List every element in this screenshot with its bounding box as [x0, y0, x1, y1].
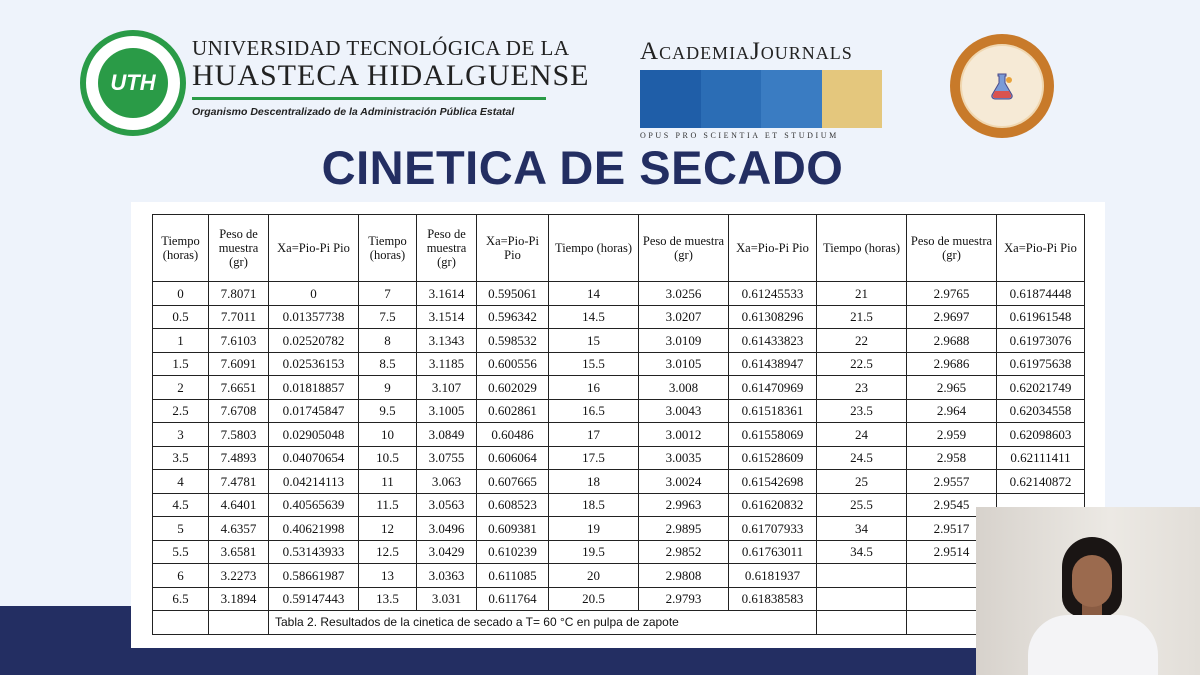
table-cell: 0.61838583	[729, 587, 817, 611]
table-cell: 2.959	[907, 423, 997, 447]
table-cell: 3.107	[417, 376, 477, 400]
table-cell: 0.01818857	[269, 376, 359, 400]
table-cell: 3.0496	[417, 517, 477, 541]
table-cell: 4.5	[153, 493, 209, 517]
table-cell: 0.611764	[477, 587, 549, 611]
table-cell: 2.5	[153, 399, 209, 423]
table-cell: 3.1614	[417, 282, 477, 306]
table-cell: 23	[817, 376, 907, 400]
table-cell: 2.9517	[907, 517, 997, 541]
table-cell: 0.61975638	[997, 352, 1085, 376]
table-cell: 0.02520782	[269, 329, 359, 353]
table-cell: 2.9852	[639, 540, 729, 564]
table-cell: 11	[359, 470, 417, 494]
academia-journals-color-bars	[640, 70, 882, 128]
table-cell: 3.1343	[417, 329, 477, 353]
table-cell: 3.0849	[417, 423, 477, 447]
table-cell: 19.5	[549, 540, 639, 564]
table-cell: 14	[549, 282, 639, 306]
table-cell: 8.5	[359, 352, 417, 376]
table-cell: 0.61308296	[729, 305, 817, 329]
table-cell	[817, 587, 907, 611]
table-cell: 3.0035	[639, 446, 729, 470]
table-cell: 2.9688	[907, 329, 997, 353]
table-cell: 0.611085	[477, 564, 549, 588]
table-cell: 0.5	[153, 305, 209, 329]
table-cell: 0.6181937	[729, 564, 817, 588]
table-cell: 0.602861	[477, 399, 549, 423]
table-cell: 3.1185	[417, 352, 477, 376]
header-cell: Tiempo (horas)	[153, 215, 209, 282]
table-row	[153, 564, 1085, 588]
table-cell: 5.5	[153, 540, 209, 564]
procesos-alimentarios-badge	[950, 34, 1054, 138]
table-cell: 3.0256	[639, 282, 729, 306]
table-cell: 0.01357738	[269, 305, 359, 329]
header-cell: Tiempo (horas)	[817, 215, 907, 282]
uthh-tagline: Organismo Descentralizado de la Administración Pública Estatal	[192, 106, 515, 118]
table-cell: 0.609381	[477, 517, 549, 541]
academia-bar-1	[701, 70, 762, 128]
table-cell	[209, 611, 269, 635]
table-cell: 0	[269, 282, 359, 306]
table-cell: 2.9895	[639, 517, 729, 541]
table-cell: 3.0563	[417, 493, 477, 517]
table-row	[153, 540, 1085, 564]
table-cell: 3.031	[417, 587, 477, 611]
table-cell: 0.61470969	[729, 376, 817, 400]
table-row	[153, 446, 1085, 470]
table-card	[131, 202, 1105, 648]
table-cell: 3.0024	[639, 470, 729, 494]
table-cell: 0.02536153	[269, 352, 359, 376]
table-cell: 18	[549, 470, 639, 494]
table-row	[153, 587, 1085, 611]
table-cell: 13.5	[359, 587, 417, 611]
table-cell: 16	[549, 376, 639, 400]
table-cell: 3.1005	[417, 399, 477, 423]
caption-row	[153, 611, 1085, 635]
table-cell: 3.1514	[417, 305, 477, 329]
table-cell: 0.606064	[477, 446, 549, 470]
table-cell: 3.0429	[417, 540, 477, 564]
table-row	[153, 329, 1085, 353]
table-cell: 20.5	[549, 587, 639, 611]
header-cell: Peso de muestra (gr)	[417, 215, 477, 282]
table-cell: 13	[359, 564, 417, 588]
table-cell: 7.6708	[209, 399, 269, 423]
table-header-row	[153, 215, 1085, 282]
academia-bar-3	[822, 70, 883, 128]
table-cell: 0.61245533	[729, 282, 817, 306]
table-cell	[817, 611, 907, 635]
academia-bar-2	[761, 70, 822, 128]
table-cell: 0.61973076	[997, 329, 1085, 353]
table-cell: 0.61707933	[729, 517, 817, 541]
table-cell: 23.5	[817, 399, 907, 423]
table-cell: 20	[549, 564, 639, 588]
table-cell: 1	[153, 329, 209, 353]
header-cell: Xa=Pio-Pi Pio	[729, 215, 817, 282]
table-cell: 0.40565639	[269, 493, 359, 517]
table-cell: 0.61558069	[729, 423, 817, 447]
header-cell: Peso de muestra (gr)	[639, 215, 729, 282]
table-cell: 7.4781	[209, 470, 269, 494]
table-cell: 17	[549, 423, 639, 447]
table-cell: 0.608523	[477, 493, 549, 517]
table-cell: 3.0012	[639, 423, 729, 447]
table-cell: 0.62098603	[997, 423, 1085, 447]
table-cell: 0.61528609	[729, 446, 817, 470]
header-cell: Peso de muestra (gr)	[907, 215, 997, 282]
table-cell: 6	[153, 564, 209, 588]
table-cell: 0.61763011	[729, 540, 817, 564]
table-cell: 34	[817, 517, 907, 541]
table-cell: 16.5	[549, 399, 639, 423]
table-cell: 4.6401	[209, 493, 269, 517]
table-cell: 0	[153, 282, 209, 306]
table-cell: 12.5	[359, 540, 417, 564]
table-cell: 17.5	[549, 446, 639, 470]
table-cell: 0.596342	[477, 305, 549, 329]
flask-icon	[987, 71, 1017, 101]
table-cell: 0.04070654	[269, 446, 359, 470]
table-row	[153, 376, 1085, 400]
table-cell: 0.02905048	[269, 423, 359, 447]
header-cell: Peso de muestra (gr)	[209, 215, 269, 282]
uthh-name-line1: UNIVERSIDAD TECNOLÓGICA DE LA	[192, 36, 570, 60]
table-cell: 15	[549, 329, 639, 353]
table-cell: 0.607665	[477, 470, 549, 494]
table-cell: 0.53143933	[269, 540, 359, 564]
table-cell: 7.8071	[209, 282, 269, 306]
table-cell: 6.5	[153, 587, 209, 611]
table-row	[153, 282, 1085, 306]
table-cell: 2.965	[907, 376, 997, 400]
table-cell: 7.5	[359, 305, 417, 329]
badge-ring	[960, 44, 1044, 128]
table-cell: 2.9765	[907, 282, 997, 306]
table-cell: 0.62111411	[997, 446, 1085, 470]
table-cell: 21.5	[817, 305, 907, 329]
table-cell: 24.5	[817, 446, 907, 470]
table-cell: 3.063	[417, 470, 477, 494]
table-cell: 2.9963	[639, 493, 729, 517]
table-cell: 0.61542698	[729, 470, 817, 494]
table-cell: 10	[359, 423, 417, 447]
table-cell: 2.9808	[639, 564, 729, 588]
table-cell: 0.61433823	[729, 329, 817, 353]
table-body	[153, 282, 1085, 635]
presenter-face	[1072, 555, 1112, 607]
table-cell: 1.5	[153, 352, 209, 376]
table-cell: 4	[153, 470, 209, 494]
table-cell: 7.6651	[209, 376, 269, 400]
header-cell: Tiempo (horas)	[359, 215, 417, 282]
table-cell: 0.602029	[477, 376, 549, 400]
table-row	[153, 399, 1085, 423]
table-cell: 2.9793	[639, 587, 729, 611]
table-caption: Tabla 2. Resultados de la cinetica de secado a T= 60 °C en pulpa de zapote	[269, 611, 817, 635]
table-cell: 4.6357	[209, 517, 269, 541]
table-cell: 3.0755	[417, 446, 477, 470]
table-cell: 15.5	[549, 352, 639, 376]
table-cell: 0.600556	[477, 352, 549, 376]
academia-journals-title: ACADEMIAJOURNALS	[640, 38, 853, 65]
table-cell: 3.0043	[639, 399, 729, 423]
table-cell: 25.5	[817, 493, 907, 517]
table-cell: 2.9557	[907, 470, 997, 494]
table-cell: 0.61438947	[729, 352, 817, 376]
table-cell: 2.958	[907, 446, 997, 470]
webcam-video-overlay	[976, 507, 1200, 675]
table-cell: 0.595061	[477, 282, 549, 306]
table-cell: 2	[153, 376, 209, 400]
header-cell: Xa=Pio-Pi Pio	[477, 215, 549, 282]
table-row	[153, 423, 1085, 447]
table-cell: 0.61518361	[729, 399, 817, 423]
table-cell: 22.5	[817, 352, 907, 376]
drying-kinetics-table	[152, 214, 1085, 635]
table-cell: 3.0363	[417, 564, 477, 588]
table-cell: 12	[359, 517, 417, 541]
academia-journals-logo	[640, 38, 882, 140]
table-cell: 0.598532	[477, 329, 549, 353]
table-cell: 0.62140872	[997, 470, 1085, 494]
table-cell: 7.4893	[209, 446, 269, 470]
table-cell: 3.6581	[209, 540, 269, 564]
table-cell: 3	[153, 423, 209, 447]
table-cell: 9.5	[359, 399, 417, 423]
uthh-seal-logo	[80, 30, 186, 136]
table-cell: 9	[359, 376, 417, 400]
table-cell: 10.5	[359, 446, 417, 470]
table-cell: 2.964	[907, 399, 997, 423]
slide-title: CINETICA DE SECADO	[321, 141, 844, 194]
table-cell: 0.610239	[477, 540, 549, 564]
table-cell: 0.60486	[477, 423, 549, 447]
table-cell: 3.0105	[639, 352, 729, 376]
table-cell: 7.5803	[209, 423, 269, 447]
table-cell: 0.40621998	[269, 517, 359, 541]
table-cell: 7.6091	[209, 352, 269, 376]
uthh-name-line2: HUASTECA HIDALGUENSE	[192, 59, 590, 92]
table-cell: 0.58661987	[269, 564, 359, 588]
header-cell: Tiempo (horas)	[549, 215, 639, 282]
table-cell: 21	[817, 282, 907, 306]
uthh-wordmark	[192, 36, 590, 118]
table-cell	[817, 564, 907, 588]
table-cell: 11.5	[359, 493, 417, 517]
academia-journals-motto: OPUS PRO SCIENTIA ET STUDIUM	[640, 131, 839, 140]
table-cell: 2.9514	[907, 540, 997, 564]
table-cell: 2.9686	[907, 352, 997, 376]
table-cell: 0.61961548	[997, 305, 1085, 329]
table-cell: 7	[359, 282, 417, 306]
uthh-rule	[192, 97, 546, 100]
table-cell: 24	[817, 423, 907, 447]
table-cell: 0.61874448	[997, 282, 1085, 306]
table-cell: 0.01745847	[269, 399, 359, 423]
table-cell: 19	[549, 517, 639, 541]
table-cell: 3.5	[153, 446, 209, 470]
table-cell: 2.9697	[907, 305, 997, 329]
table-cell: 34.5	[817, 540, 907, 564]
table-row	[153, 493, 1085, 517]
table-cell: 0.59147443	[269, 587, 359, 611]
table-cell: 2.9545	[907, 493, 997, 517]
table-cell: 8	[359, 329, 417, 353]
table-row	[153, 352, 1085, 376]
table-cell	[153, 611, 209, 635]
table-cell: 0.62021749	[997, 376, 1085, 400]
table-cell: 7.7011	[209, 305, 269, 329]
table-cell: 3.2273	[209, 564, 269, 588]
table-cell: 3.008	[639, 376, 729, 400]
table-cell: 22	[817, 329, 907, 353]
academia-bar-0	[640, 70, 701, 128]
table-cell: 18.5	[549, 493, 639, 517]
table-row	[153, 305, 1085, 329]
table-cell: 25	[817, 470, 907, 494]
table-cell: 3.0207	[639, 305, 729, 329]
table-cell: 5	[153, 517, 209, 541]
presenter-shirt	[1028, 615, 1158, 675]
header-cell: Xa=Pio-Pi Pio	[269, 215, 359, 282]
table-cell: 0.04214113	[269, 470, 359, 494]
table-cell: 0.62034558	[997, 399, 1085, 423]
table-cell: 14.5	[549, 305, 639, 329]
table-cell: 3.1894	[209, 587, 269, 611]
table-cell: 7.6103	[209, 329, 269, 353]
table-row	[153, 470, 1085, 494]
table-cell: 0.61620832	[729, 493, 817, 517]
table-cell: 3.0109	[639, 329, 729, 353]
header-cell: Xa=Pio-Pi Pio	[997, 215, 1085, 282]
table-row	[153, 517, 1085, 541]
uthh-seal-center: UTH	[98, 48, 168, 118]
